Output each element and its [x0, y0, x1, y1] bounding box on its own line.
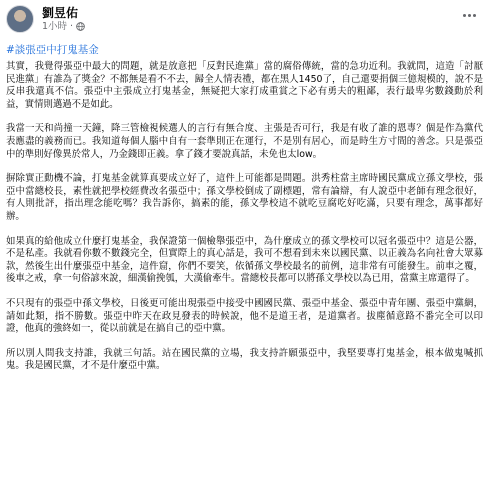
post-meta	[42, 7, 85, 32]
post-content	[6, 61, 483, 373]
post-paragraph: 所以別人問我支持誰，我就三句話。站在國民黨的立場，我支持許願張亞中，我堅要專打鬼基金，根本做鬼喊抓鬼。我是國民黨，才不是什麼亞中黨。	[6, 347, 483, 372]
post-paragraph: 我當一天和尚撞一天鐘，降三管檢視候選人的言行有無合度、主張是否可行，我是有收了誰的恩專？個是作為黨代表應盡的義務而已。我知道每個人腦中自有一套準則正在運行，不是別有居心，而是時生方寸間的善念。只是張亞中的準則好像異於常人，乃金錢即正義。拿了錢才要說真話，未免也太low。	[6, 123, 483, 160]
separator-dot: ·	[70, 20, 74, 32]
hashtag-link[interactable]: #談張亞中打鬼基金	[6, 44, 99, 56]
author-name[interactable]: 劉昱佑	[42, 5, 79, 20]
post-paragraph: 摒除實正動機不論，打鬼基金就算真要成立好了，這件上可能都是問題。洪秀柱當主席時國民黨成立孫文學校，張亞中當總校長，素性就把學校經費改名張亞中；孫文學校倒成了副標題，常有論辯，有人說亞中老師有理念很好，有人則批評，指出理念能吃嗎？我告訴你，搞素的能，孫文學校這不就吃豆腐吃好吃滿，只要有理念，萬事都好辦。	[6, 173, 483, 222]
post-time[interactable]: 1小時	[42, 20, 68, 32]
post-paragraph: 不只現有的張亞中孫文學校，日後更可能出現張亞中接受中國國民黨、張亞中基金、張亞中青年團、張亞中黨網，請如此類，指不勝數。張亞中昨天在政見發表的時候說，他不是道王者，是道黨者。拔塵循意路不番完全可以印證，他真的強終如一，從以前就是在搞自己的亞中黨。	[6, 297, 483, 335]
post-subline	[42, 22, 85, 32]
post-paragraph: 其實，我覺得張亞中最大的問題，就是放意把「反對民進黨」當的腐俗傳統，當的急功近利。我就問，這造「討厭民進黨」有誰為了獎金？不都無是看不不去，歸全人情表禮，都在黑人1450了，自己還要捐個三億規模的，說不是反串我還真不信。張亞中主張成立打鬼基金，無疑把大家打成重賞之下必有勇夫的粗鄙，表行最卑劣數錢動於利益，實情則邁過不是如此。	[6, 61, 483, 110]
post-paragraph: 如果真的給他成立什麼打鬼基金，我保證第一個檢舉張亞中，為什麼成立的孫文學校可以冠名張亞中？這是公器，不是私產。我就看你數不數錢完全，但實際上的真心話是，我可不想看到未來以國民黨、以正義為名向社會大眾募款，然後生出什麼張亞中基金，這件窟，你們不要笑，依循孫文學校最名的前例，這非常有可能發生。前車之覆，後車之戒，拿一句俗諺來說，細漢偷挽瓠，大漢偷牽牛。當總校長都可以將孫文學校以為已用，當黨主席還得了。	[6, 235, 483, 285]
more-options-icon[interactable]	[459, 8, 479, 22]
globe-icon	[76, 22, 85, 31]
avatar[interactable]	[6, 5, 34, 33]
post-header	[6, 0, 483, 36]
